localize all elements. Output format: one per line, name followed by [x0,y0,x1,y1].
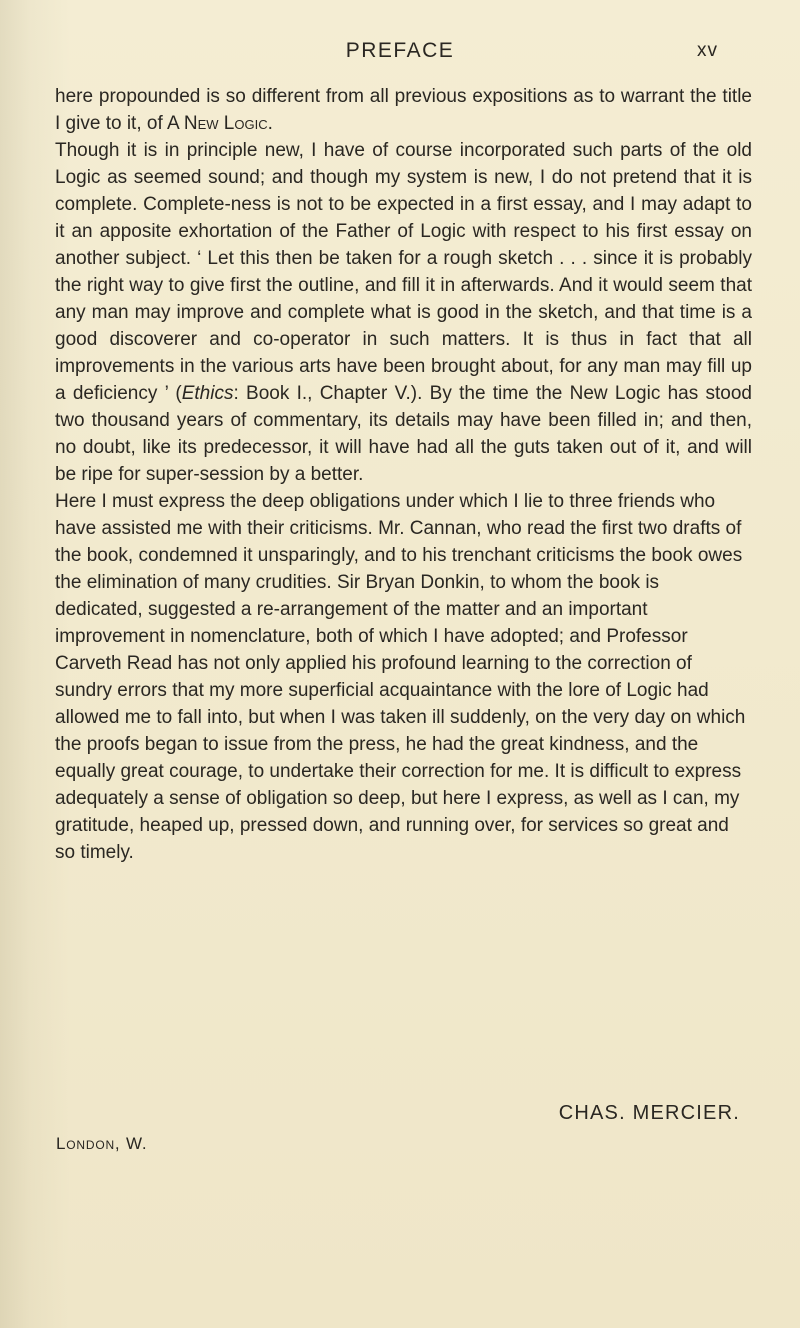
text-run: Though it is in principle new, I have of course incorporated such parts of the old Logic as seemed sound; and though my system is new, I do not pretend that it is complete. Complete-ness is not to be expected in a first essay, and I may adapt to it an apposite exhortation of the Father of Logic with respect to his first essay on another subject. ‘ Let this then be taken for a rough sketch . . . since it is probably the right way to give first the outline, and fill it in afterwards. And it would seem that any man may improve and complete what is good in the sketch, and that time is a good discoverer and co-operator in such matters. It is thus in fact that all improvements in the various arts have been brought about, for any man may fill up a deficiency ’ ( [55,140,752,404]
body-text [55,83,752,866]
author-signature: CHAS. MERCIER. [558,1102,740,1124]
smallcaps-text: New Logic [183,113,268,134]
text-run: : Book I., Chapter V.). By the time the New Logic has stood two thousand years of commentary, its details may have been filled in; and then, no doubt, like its predecessor, it will have had all the guts taken out of it, and will be ripe for super-session by a better. [55,383,752,485]
page-header [0,36,800,66]
page-number: xv [697,40,718,61]
paragraph [55,488,752,866]
place-line: London, W. [56,1134,148,1153]
italic-text: Ethics [181,383,234,404]
text-run: . [267,113,273,134]
signature-block [0,1098,800,1128]
running-head: PREFACE [345,39,455,62]
text-run: Here I must express the deep obligations under which I lie to three friends who have assisted me with their criticisms. Mr. Cannan, who read the first two drafts of the book, condemned it unsparingly, and to his trenchant criticisms the book owes the elimination of many crudities. Sir Bryan Donkin, to whom the book is dedicated, suggested a re-arrangement of the matter and an important improvement in nomenclature, both of which I have adopted; and Professor Carveth Read has not only applied his profound learning to the correction of sundry errors that my more superficial acquaintance with the lore of Logic had allowed me to fall into, but when I was taken ill suddenly, on the very day on which the proofs began to issue from the press, he had the great kindness, and the equally great courage, to undertake their correction for me. It is difficult to express adequately a sense of obligation so deep, but here I express, as well as I can, my gratitude, heaped up, pressed down, and running over, for services so great and so timely. [55,491,746,863]
paragraph [55,137,752,488]
text-run: here propounded is so different from all previous expositions as to warrant the title I give to it, of A [55,86,752,134]
paragraph [55,83,752,137]
